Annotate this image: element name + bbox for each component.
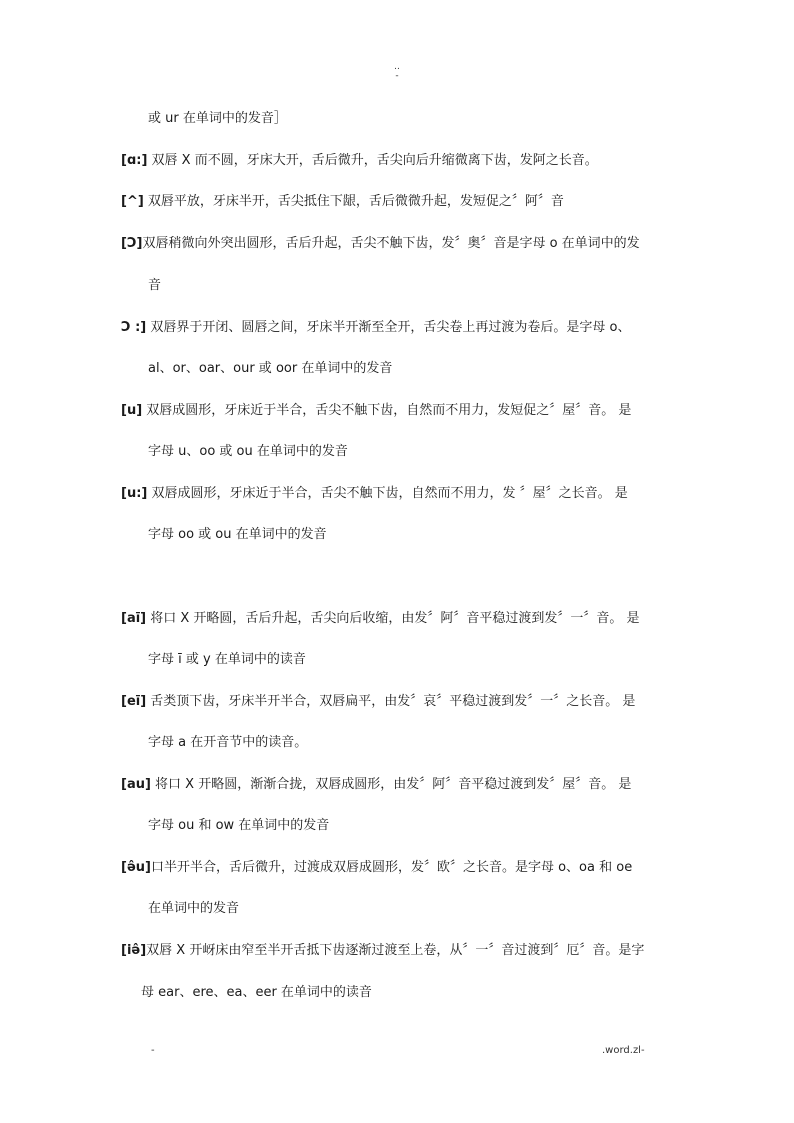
line-text: 双唇稍微向外突出圆形，舌后升起，舌尖不触下齿，发〞奥〞音是字母 o 在单词中的发	[142, 236, 640, 251]
phonetic-symbol: [ɑ:]	[121, 153, 148, 168]
text-line	[148, 901, 239, 917]
line-text: 双唇成圆形，牙床近于半合，舌尖不触下齿，自然而不用力，发短促之〞屋〞音。 是	[142, 403, 632, 418]
phonetic-symbol: [eī]	[121, 694, 147, 709]
header-dots: ..	[394, 62, 400, 72]
text-line	[148, 818, 329, 834]
phonetic-symbol: [u]	[121, 403, 143, 418]
text-line	[148, 361, 392, 377]
line-text: 双唇界于开闭、圆唇之间，牙床半开渐至全开，舌尖卷上再过渡为卷后。是字母 o、	[146, 320, 631, 335]
phonetic-symbol: [aī]	[121, 611, 147, 626]
line-text: 双唇成圆形，牙床近于半合，舌尖不触下齿，自然而不用力，发 〞屋〞之长音。 是	[147, 486, 628, 501]
phonetic-symbol: [Ɔ]	[121, 236, 143, 251]
line-text: 字母 u、oo 或 ou 在单词中的发音	[148, 444, 348, 459]
text-line	[121, 943, 644, 959]
text-line	[148, 735, 307, 751]
line-text: al、or、oar、our 或 oor 在单词中的发音	[148, 361, 393, 376]
text-line	[121, 194, 564, 210]
phonetic-symbol: [iə̂]	[121, 943, 147, 958]
phonetic-symbol: Ɔ :]	[121, 320, 147, 335]
footer-left: -	[151, 1045, 155, 1056]
line-text: 将口 X 开略圆，舌后升起，舌尖向后收缩，由发〞阿〞音平稳过渡到发〞一〞音。 是	[146, 611, 640, 626]
line-text: 口半开半合，舌后微升，过渡成双唇成圆形，发〞欧〞之长音。是字母 o、oa 和 oe	[150, 860, 633, 875]
line-text: 字母 ī 或 y 在单词中的读音	[148, 652, 306, 667]
text-line	[121, 860, 632, 876]
text-line	[148, 444, 348, 460]
text-line	[121, 320, 630, 336]
phonetic-symbol: [^]	[121, 194, 144, 209]
phonetic-symbol: [u:]	[121, 486, 148, 501]
text-line	[121, 777, 631, 793]
phonetic-symbol: [au]	[121, 777, 151, 792]
phonetic-symbol: [ə̂u]	[121, 860, 151, 875]
header-dash: -	[395, 71, 399, 81]
text-line	[148, 278, 161, 294]
line-text: 母 ear、ere、ea、eer 在单词中的读音	[141, 985, 372, 1000]
text-line	[141, 985, 372, 1001]
text-line	[121, 153, 598, 169]
text-line	[121, 694, 635, 710]
line-text: 舌类顶下齿，牙床半开半合，双唇扁平，由发〞哀〞平稳过渡到发〞一〞之长音。 是	[146, 694, 636, 709]
line-text: 将口 X 开略圆，渐渐合拢，双唇成圆形，由发〞阿〞音平稳过渡到发〞屋〞音。 是	[150, 777, 632, 792]
line-text: 或 ur 在单词中的发音］	[148, 111, 287, 126]
text-line	[148, 111, 287, 127]
line-text: 字母 ou 和 ow 在单词中的发音	[148, 818, 330, 833]
line-text: 双唇 X 而不圆，牙床大开，舌后微升，舌尖向后升缩微离下齿，发阿之长音。	[147, 153, 598, 168]
text-line	[121, 403, 631, 419]
text-line	[148, 527, 327, 543]
line-text: 双唇平放，牙床半开，舌尖抵住下龈，舌后微微升起，发短促之〞阿〞音	[143, 194, 564, 209]
text-line	[121, 236, 640, 252]
line-text: 字母 oo 或 ou 在单词中的发音	[148, 527, 327, 542]
text-line	[121, 611, 640, 627]
footer-right: .word.zl-	[602, 1045, 645, 1056]
line-text: 在单词中的发音	[148, 901, 240, 916]
line-text: 音	[148, 278, 162, 293]
line-text: 字母 a 在开音节中的读音。	[148, 735, 308, 750]
line-text: 双唇 X 开岈床由窄至半开舌抵下齿逐渐过渡至上卷，从〞一〞音过渡到〞厄〞音。是字	[146, 943, 645, 958]
text-line	[121, 486, 628, 502]
text-line	[148, 652, 306, 668]
